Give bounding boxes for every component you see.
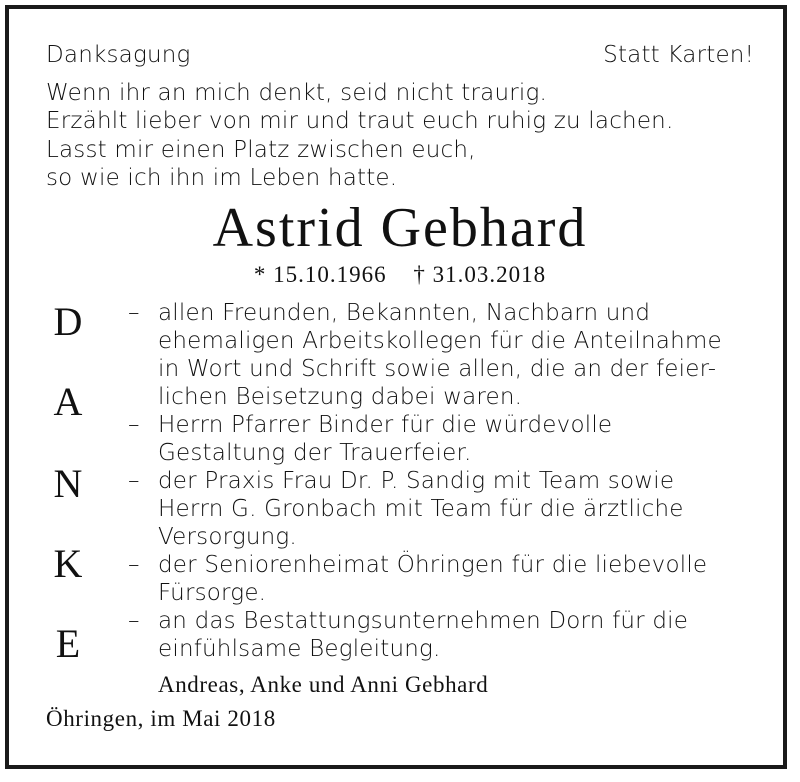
thanks-line: lichen Beisetzung dabei waren. xyxy=(158,384,523,410)
life-dates xyxy=(0,262,800,288)
death-date: † 31.03.2018 xyxy=(413,262,547,287)
thanks-dash: – xyxy=(128,300,140,326)
deceased-name: Astrid Gebhard xyxy=(212,197,588,259)
birth-date: * 15.10.1966 xyxy=(253,262,387,287)
thanks-line: Fürsorge. xyxy=(158,580,267,606)
thanks-line: Gestaltung der Trauerfeier. xyxy=(158,440,472,466)
header-danksagung: Danksagung xyxy=(46,42,191,68)
danke-letter: D xyxy=(53,299,83,344)
danke-letter: A xyxy=(53,379,83,424)
danke-letter: K xyxy=(53,541,83,586)
poem-line: Wenn ihr an mich denkt, seid nicht traurig. xyxy=(46,80,547,106)
family-signature: Andreas, Anke und Anni Gebhard xyxy=(158,672,489,697)
thanks-line: Versorgung. xyxy=(158,524,297,550)
danke-letter: E xyxy=(55,621,81,666)
thanks-dash: – xyxy=(128,552,140,578)
thanks-line: allen Freunden, Bekannten, Nachbarn und xyxy=(158,300,651,326)
place-date: Öhringen, im Mai 2018 xyxy=(46,706,276,731)
thanks-line: ehemaligen Arbeitskollegen für die Anteilnahme xyxy=(158,328,722,354)
thanks-dash: – xyxy=(128,608,140,634)
thanks-line: Herrn Pfarrer Binder für die würdevolle xyxy=(158,412,613,438)
thanks-dash: – xyxy=(128,468,140,494)
header-statt-karten: Statt Karten! xyxy=(603,42,754,68)
thanks-line: in Wort und Schrift sowie allen, die an der feier- xyxy=(158,356,717,382)
poem-line: so wie ich ihn im Leben hatte. xyxy=(46,165,398,191)
danke-letter: N xyxy=(53,461,83,506)
poem-line: Lasst mir einen Platz zwischen euch, xyxy=(46,137,476,163)
thanks-line: an das Bestattungsunternehmen Dorn für die xyxy=(158,608,689,634)
thanks-line: Herrn G. Gronbach mit Team für die ärztliche xyxy=(158,496,684,522)
thanks-line: einfühlsame Begleitung. xyxy=(158,636,441,662)
thanks-line: der Praxis Frau Dr. P. Sandig mit Team sowie xyxy=(158,468,675,494)
poem-line: Erzählt lieber von mir und traut euch ruhig zu lachen. xyxy=(46,108,674,134)
thanks-line: der Seniorenheimat Öhringen für die liebevolle xyxy=(158,552,708,578)
thanks-dash: – xyxy=(128,412,140,438)
